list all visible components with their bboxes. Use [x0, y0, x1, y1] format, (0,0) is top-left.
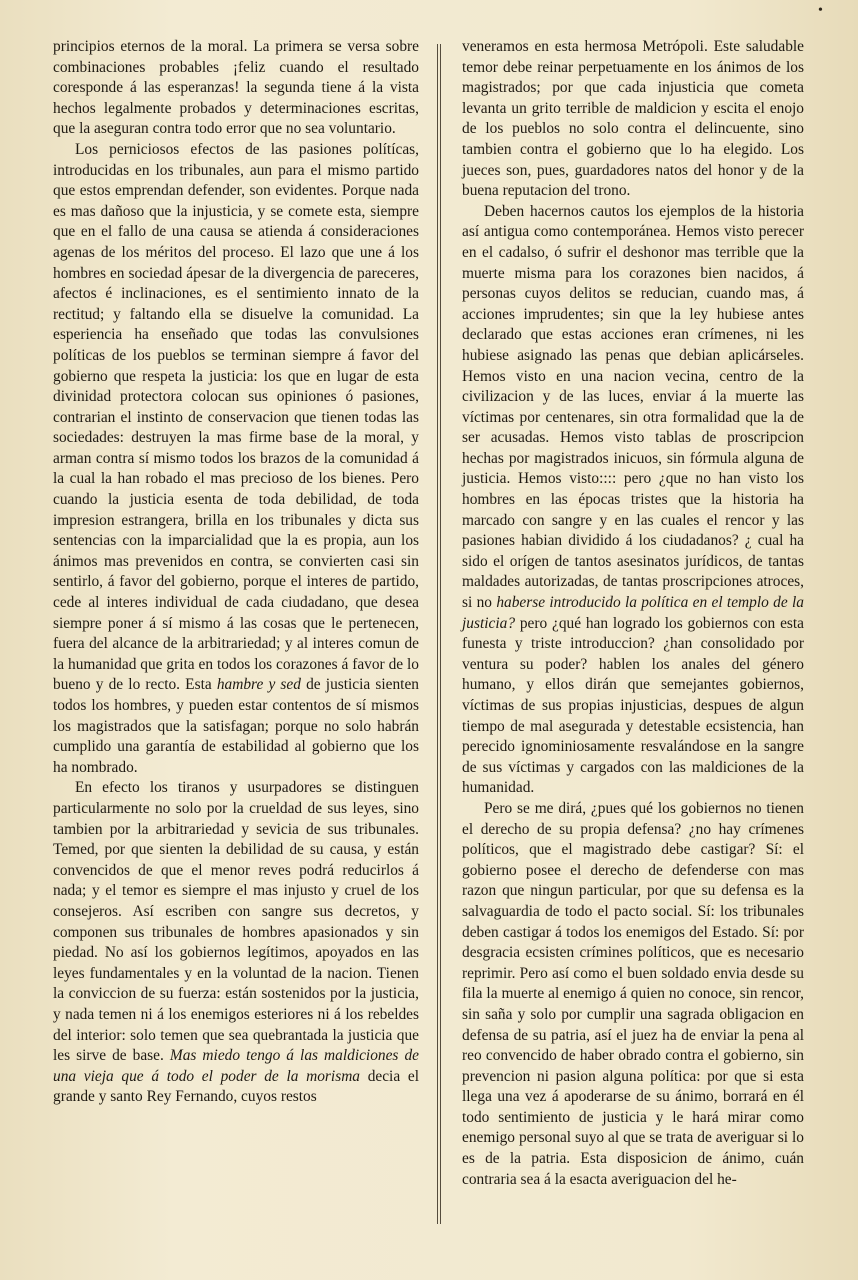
text-run: veneramos en esta hermosa Metrópoli. Este saludable temor debe reinar perpetuamente en los ánimos de los magistrados; por que cada injusticia que cometa levanta un grito terrible de maldicion y escita el enojo de los pueblos no solo contra el delincuente, sino tambien contra el gobierno que lo ha elegido. Los jueces son, pues, guardadores natos del honor y de la buena reputacion del trono. — [462, 38, 804, 200]
right-column — [462, 37, 804, 1190]
italic-phrase: haberse introducido la política en el templo de la justicia? — [462, 594, 804, 632]
page-mark: • — [818, 3, 823, 18]
text-run: de justicia sienten todos los hombres, y pueden estar contentos de sí mismos los magistrados que la satisfagan; porque no solo habrán cumplido una garantía de estabilidad al gobierno que los ha nombrado. — [53, 676, 419, 776]
column-divider — [437, 44, 441, 1224]
italic-phrase: Mas miedo tengo á las maldiciones de una vieja que á todo el poder de la morisma — [53, 1047, 419, 1085]
italic-phrase: hambre y sed — [216, 676, 301, 694]
text-run: Pero se me dirá, ¿pues qué los gobiernos no tienen el derecho de su propia defensa? ¿no hay crímenes políticos, que el magistrado debe castigar? Sí: el gobierno posee el derecho de defenderse con mas razon que ningun particular, por que su defensa es la salvaguardia de todo el pacto social. Sí: los tribunales deben castigar á todos los enemigos del Estado. Sí: por desgracia ecsisten crímines políticos, que es necesario reprimir. Pero así como el buen soldado envia desde su fila la muerte al enemigo á quien no conoce, sin rencor, sin saña y solo por cumplir una sagrada obligacion en defensa de su patria, así el juez ha de enviar la pena al reo convencido de haber obrado contra el gobierno, sin prevencion ni pasion alguna política: por que si esta llega una vez á apoderarse de su ánimo, borrará en él todo sentimiento de justicia y le hará mirar como enemigo personal suyo al que se trata de averiguar si lo es de la patria. Esta disposicion de ánimo, cuán contraria sea á la esacta averiguacion del he- — [462, 799, 804, 1188]
text-run: decia el grande y santo Rey Fernando, cuyos restos — [53, 1067, 419, 1106]
text-run: pero ¿qué han logrado los gobiernos con esta funesta y triste introduccion? ¿han consolidado por ventura su poder? hablen los anales del género humano, y ellos dirán que semejantes gobiernos, víctimas de sus propias injusticias, despues de algun tiempo de mal asegurada y detestable ecsistencia, han perecido ignominiosamente resvalándose en la sangre de sus víctimas y cargados con las maldiciones de la humanidad. — [462, 614, 804, 797]
paragraph-p5 — [462, 202, 804, 799]
text-run: Los perniciosos efectos de las pasiones polítícas, introducidas en los tribunales, aun para el mismo partido que estos emprendan defender, son evidentes. Porque nada es mas dañoso que la injusticia, y se comete esta, siempre que en el fallo de una causa se atienda á consideraciones agenas de los méritos del proceso. El lazo que une á los hombres en sociedad ápesar de la divergencia de pareceres, afectos é inclinaciones, es el sentimiento innato de la rectitud; y faltando ella se disuelve la comunidad. La esperiencia ha enseñado que todas las convulsiones políticas de los pueblos se terminan siempre á favor del gobierno que respeta la justicia: los que en lugar de esta divinidad protectora colocan sus opiniones ó pasiones, contrarian el instinto de conservacion que tienen todas las sociedades: destruyen la mas firme base de la moral, y arman contra sí mismo todos los brazos de la comunidad á la cual la han robado el mas precioso de los bienes. Pero cuando la justicia esenta de toda debilidad, de toda impresion estrangera, brilla en los tribunales y dicta sus sentencias con la imparcialidad que la es propia, aun los ánimos mas prevenidos en contra, se convierten casi sin sentirlo, á favor del gobierno, porque el interes de partido, cede al interes individual de cada ciudadano, que desea siempre poner á sí mismo á las cosas que le pertenecen, fuera del alcance de la arbitrariedad; y al interes comun de la humanidad que grita en todos los corazones á favor de lo bueno y de lo recto. Esta — [53, 140, 419, 694]
paragraph-p2 — [53, 140, 419, 778]
text-run: En efecto los tiranos y usurpadores se distinguen particularmente no solo por la crueldad de sus leyes, sino tambien por la arbitrariedad y sevicia de sus tribunales. Temed, por que sienten la debilidad de su causa, y están convencidos de que el menor reves podrá reducirlos á nada; y el temor es siempre el mas injusto y cruel de los consejeros. Así escriben con sangre sus decretos, y componen sus tribunales de hombres apasionados y sin piedad. No así los gobiernos legítimos, apoyados en las leyes fundamentales y en la voluntad de la nacion. Tienen la conviccion de su fuerza: están sostenidos por la justicia, y nada temen ni á los enemigos esteriores ni á los rebeldes del interior: solo temen que sea quebrantada la justicia que les sirve de base. — [53, 779, 419, 1065]
text-run: principios eternos de la moral. La primera se versa sobre combinaciones probables ¡feliz cuando el resultado coresponde á las esperanzas! la segunda tiene á la vista hechos legalmente probados y determinaciones escritas, que la aseguran contra todo error que no sea voluntario. — [53, 38, 419, 138]
left-column — [53, 37, 419, 1108]
paragraph-p1 — [53, 37, 419, 140]
text-run: Deben hacernos cautos los ejemplos de la historia así antigua como contemporánea. Hemos visto perecer en el cadalso, ó sufrir el deshonor mas terrible que la muerte misma para los corazones bien nacidos, á personas cuyos delitos se reducian, cuando mas, á acciones imprudentes; sin que la ley hubiese antes declarado que estas acciones eran crímenes, ni les hubiese asignado las penas que debian aplicárseles. Hemos visto en una nacion vecina, centro de la civilizacion y de las luces, enviar á la muerte las víctimas por centenares, sin otra formalidad que la de ser acusadas. Hemos visto tablas de proscripcion hechas por magistrados inicuos, sin fórmula alguna de justicia. Hemos visto:::: pero ¿que no han visto los hombres en las épocas tristes que la historia ha marcado con sangre y en las cuales el rencor y las pasiones habian dividido á los ciudadanos? ¿ cual ha sido el orígen de tantos asesinatos jurídicos, de tantas maldades autorizadas, de tantas proscripciones atroces, si no — [462, 202, 804, 612]
paragraph-p3 — [53, 778, 419, 1108]
paragraph-p6 — [462, 799, 804, 1190]
paragraph-p4 — [462, 37, 804, 202]
